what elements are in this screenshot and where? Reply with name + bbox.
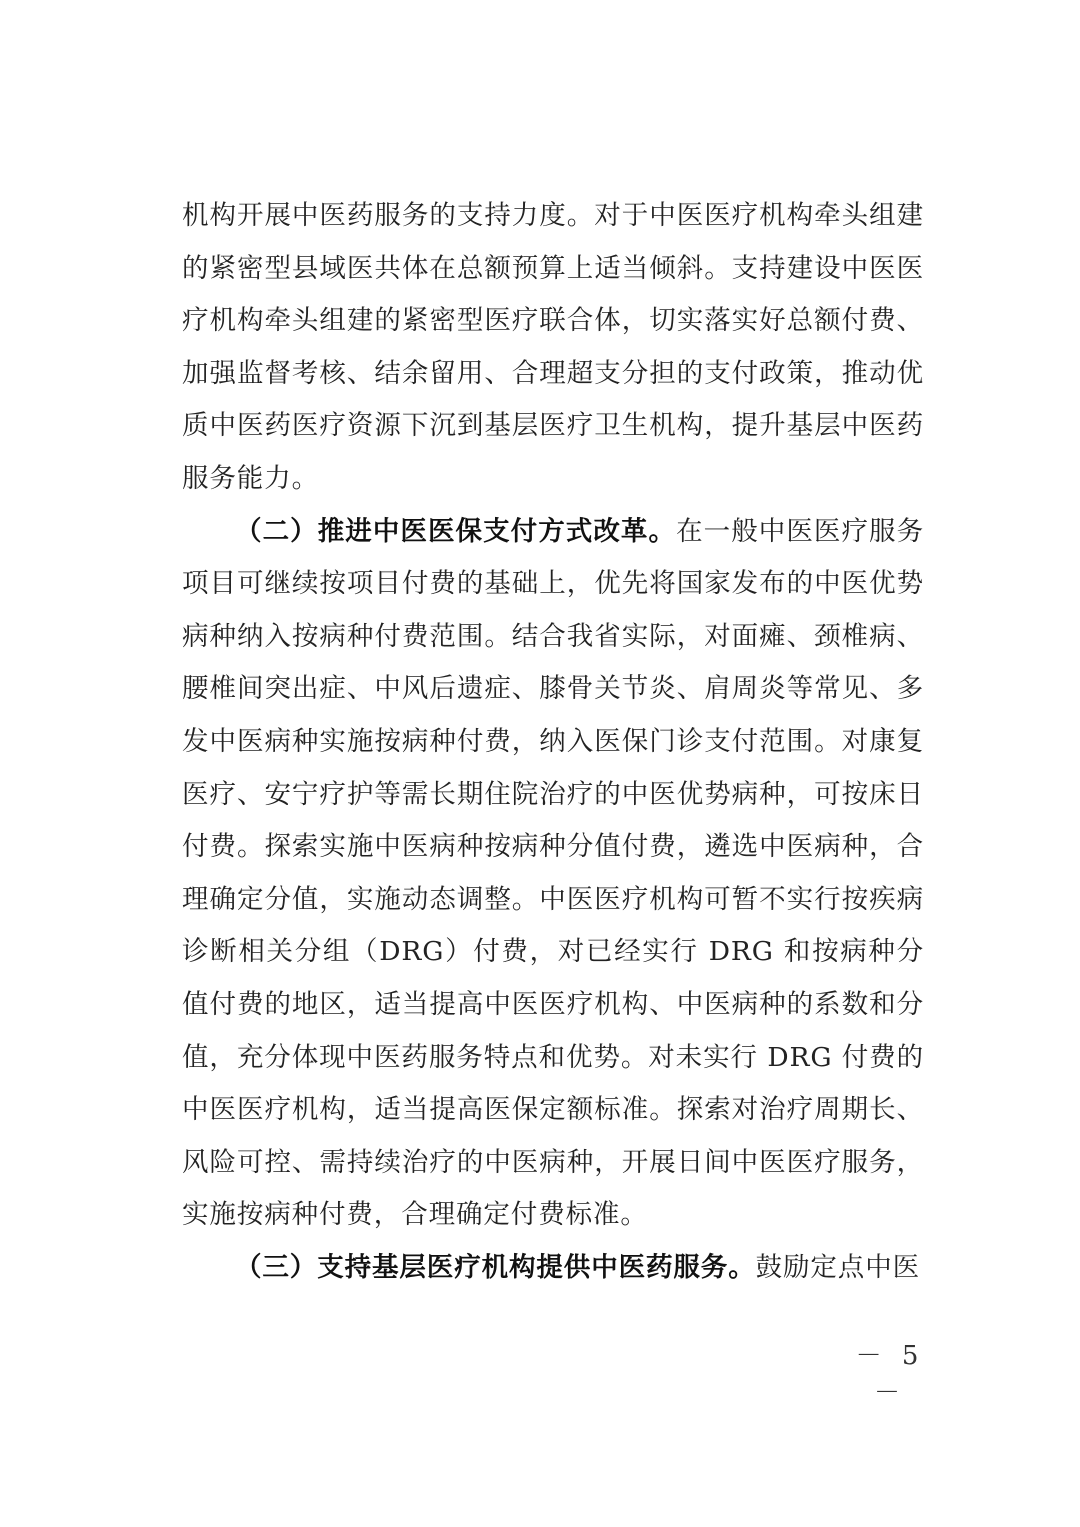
page-number: － 5 － [855, 1341, 925, 1408]
paragraph-2 [182, 506, 924, 1242]
section-heading-3: （三）支持基层医疗机构提供中医药服务。 [235, 1251, 756, 1283]
paragraph-3 [182, 1242, 924, 1295]
section-heading-2: （二）推进中医医保支付方式改革。 [235, 515, 677, 547]
paragraph-1 [182, 190, 924, 506]
document-body [182, 190, 924, 1294]
paragraph-2-text: 在一般中医医疗服务项目可继续按项目付费的基础上，优先将国家发布的中医优势病种纳入按病种付费范围。结合我省实际，对面瘫、颈椎病、腰椎间突出症、中风后遗症、膝骨关节炎、肩周炎等常见、多发中医病种实施按病种付费，纳入医保门诊支付范围。对康复医疗、安宁疗护等需长期住院治疗的中医优势病种，可按床日付费。探索实施中医病种按病种分值付费，遴选中医病种，合理确定分值，实施动态调整。中医医疗机构可暂不实行按疾病诊断相关分组（DRG）付费，对已经实行 DRG 和按病种分值付费的地区，适当提高中医医疗机构、中医病种的系数和分值，充分体现中医药服务特点和优势。对未实行 DRG 付费的中医医疗机构，适当提高医保定额标准。探索对治疗周期长、风险可控、需持续治疗的中医病种，开展日间中医医疗服务，实施按病种付费，合理确定付费标准。 [182, 515, 924, 1231]
paragraph-1-text: 机构开展中医药服务的支持力度。对于中医医疗机构牵头组建的紧密型县域医共体在总额预算上适当倾斜。支持建设中医医疗机构牵头组建的紧密型医疗联合体，切实落实好总额付费、加强监督考核、结余留用、合理超支分担的支付政策，推动优质中医药医疗资源下沉到基层医疗卫生机构，提升基层中医药服务能力。 [182, 200, 924, 494]
paragraph-3-text: 鼓励定点中医 [755, 1251, 921, 1283]
